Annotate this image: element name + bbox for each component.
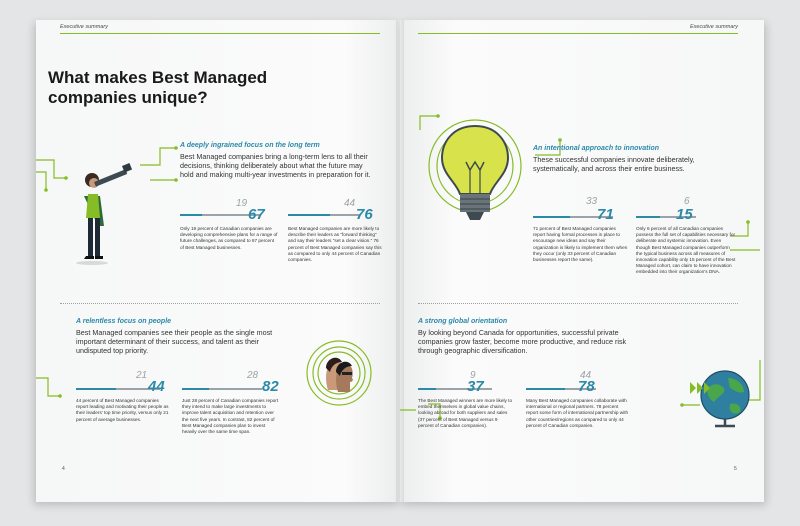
stat-small-number: 6 xyxy=(684,196,690,207)
stat-big-number: 71 xyxy=(597,206,614,223)
page-number-right: 5 xyxy=(734,466,737,472)
stat-big-number: 76 xyxy=(356,206,373,223)
stat-description: Only 6 percent of all Canadian companies possess the full set of capabilities necessary for deliberate and systemic innovation. Even though Best Managed companies outperform the typical business across all measures of innovation capability only 15 percent of the Best Managed cohort, can claim to have innovation embedded into their organization’s DNA. xyxy=(636,226,736,275)
stat-description: Only 19 percent of Canadian companies are developing comprehensive plans for a range of future challenges, as compared to 67 percent of Best Managed businesses. xyxy=(180,226,278,250)
stat-small-number: 19 xyxy=(236,198,248,209)
stat-small-number: 33 xyxy=(586,196,598,207)
stat-big-number: 44 xyxy=(148,378,165,395)
section-heading-long-term: A deeply ingrained focus on the long term xyxy=(180,142,320,149)
section-heading-global: A strong global orientation xyxy=(418,318,508,325)
section-body-global: By looking beyond Canada for opportunities, successful private companies grow faster, become more productive, and reduce risk through geographic diversification. xyxy=(418,328,627,356)
stat-big-number: 15 xyxy=(676,206,693,223)
section-divider-right xyxy=(418,303,738,304)
header-right: Executive summary xyxy=(690,24,738,30)
section-body-people: Best Managed companies see their people as the single most important determinant of their success, and talent as their undisputed top priority. xyxy=(76,328,273,356)
stat-description: 44 percent of Best Managed companies report leading and motivating their people as their leaders’ top time priority, versus only 21 percent of average businesses. xyxy=(76,398,169,422)
telescope-woman-icon xyxy=(64,156,134,266)
page-number-left: 4 xyxy=(62,466,65,472)
stat-big-number: 78 xyxy=(578,378,595,395)
lightbulb-icon xyxy=(420,108,550,248)
stat-small-number: 44 xyxy=(580,370,592,381)
section-body-innovation: These successful companies innovate deliberately, systematically, and across their entire business. xyxy=(533,155,695,174)
stat-bar xyxy=(182,388,262,390)
stat-big-number: 82 xyxy=(262,378,279,395)
stat-small-number: 21 xyxy=(136,370,148,381)
stat-big-number: 67 xyxy=(248,206,265,223)
stat-small-number: 44 xyxy=(344,198,356,209)
stat-bar xyxy=(288,214,360,216)
stat-small-number: 9 xyxy=(470,370,476,381)
globe-icon xyxy=(690,360,760,430)
section-divider-left xyxy=(60,303,380,304)
stat-small-number: 28 xyxy=(247,370,259,381)
stat-description: The Best Managed winners are more likely to embed themselves in global value chains, looking abroad for both suppliers and sales (37 percent of Best Managed versus 9 percent of Canadian companies). xyxy=(418,398,513,428)
header-left: Executive summary xyxy=(60,24,108,30)
people-profile-icon xyxy=(304,338,374,408)
page-title: What makes Best Managed companies unique? xyxy=(48,68,268,107)
stat-description: Best Managed companies are more likely to describe their leaders as “forward thinking” and say their leaders “set a clear vision.” 76 percent of Best Managed companies say this as compared to only 44 percent of Canadian companies. xyxy=(288,226,382,263)
stat-description: 71 percent of Best Managed companies report having formal processes in place to encourage new ideas and say their organization is likely to implement them when they occur (only 33 percent of Canadian businesses report the same). xyxy=(533,226,628,263)
section-heading-people: A relentless focus on people xyxy=(76,318,172,325)
section-body-long-term: Best Managed companies bring a long-term lens to all their decisions, thinking deliberately about what the future may hold and making multi-year investments in preparation for it. xyxy=(180,152,371,180)
section-heading-innovation: An intentional approach to innovation xyxy=(533,145,659,152)
stat-big-number: 37 xyxy=(467,378,484,395)
stat-description: Just 28 percent of Canadian companies report they intend to make large investments to improve talent acquisition and retention over the next five years. In contrast, 82 percent of Best Managed companies plan to invest heavily over the same time span. xyxy=(182,398,279,435)
stat-description: Many Best Managed companies collaborate with international or regional partners. 78 percent report some form of international partnership with other countries/regions as compared to only 44 percent of Canadian companies. xyxy=(526,398,629,428)
